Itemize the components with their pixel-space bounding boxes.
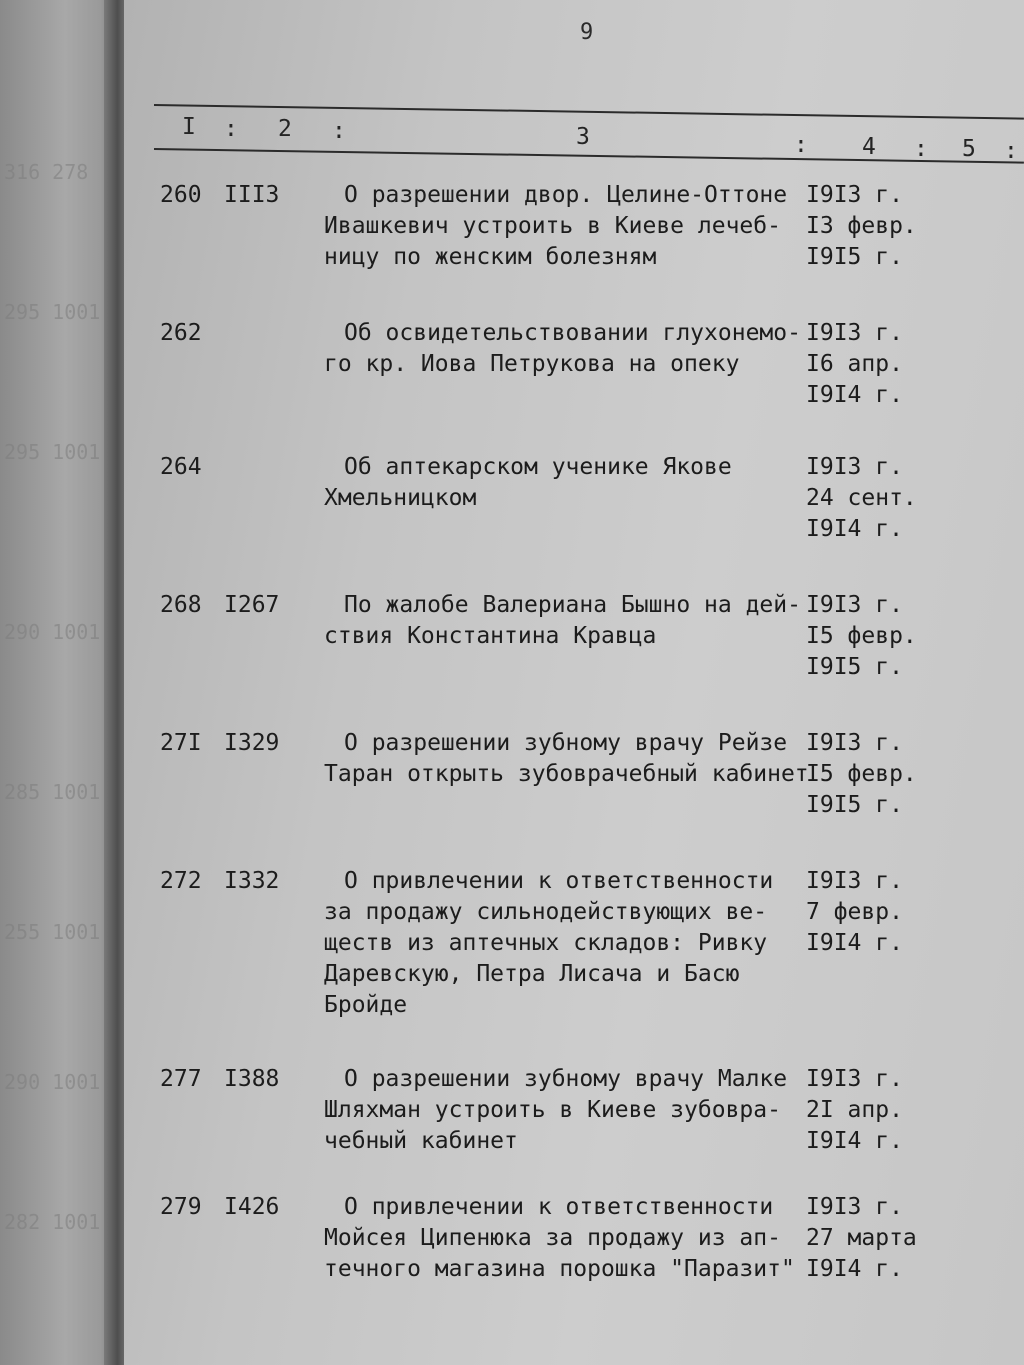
entry-date-line: 2I апр. [806,1097,903,1123]
entry-number: 262 [160,320,202,346]
entry-date-line: I9I4 г. [806,516,903,542]
entry-reference: I329 [224,730,280,756]
entry-dates [806,318,903,411]
entry-title-line: О привлечении к ответственности [344,868,774,894]
entry-dates [806,180,917,273]
entry-title-line: Шляхман устроить в Киеве зубовра- [324,1097,781,1123]
entry-title [324,180,787,273]
entry-date-line: I9I4 г. [806,1256,903,1282]
entry-date-line: I6 апр. [806,351,903,377]
previous-page-text: 295 1001 [4,440,101,464]
entry-title-line: Таран открыть зубоврачебный кабинет [324,761,809,787]
entry-number: 277 [160,1066,202,1092]
entry-title-line: Даревскую, Петра Лисача и Басю [324,961,740,987]
header-sep: : [332,118,346,144]
previous-page-text: 290 1001 [4,620,101,644]
entry-number: 272 [160,868,202,894]
header-sep: : [224,116,238,142]
entry-date-line: I9I5 г. [806,244,903,270]
entry-title-line: ницу по женским болезням [324,244,657,270]
entry-date-line: I9I4 г. [806,930,903,956]
entry-date-line: I9I3 г. [806,1194,903,1220]
entry-number: 279 [160,1194,202,1220]
page-number: 9 [580,20,594,45]
entry-title-line: О привлечении к ответственности [344,1194,774,1220]
entry-date-line: I5 февр. [806,623,917,649]
header-col3: 3 [576,124,590,150]
entry-dates [806,452,917,545]
entry-date-line: 7 февр. [806,899,903,925]
entry-date-line: I9I3 г. [806,730,903,756]
header-col4: 4 [862,134,876,160]
entry-date-line: I9I3 г. [806,592,903,618]
entry-title [324,866,773,1021]
entry-title [324,318,801,380]
entry-title-line: Об освидетельствовании глухонемо- [344,320,801,346]
header-sep: : [914,136,928,162]
entry-title [324,1192,795,1285]
entry-title-line: Об аптекарском ученике Якове [344,454,732,480]
entry-date-line: 24 сент. [806,485,917,511]
entry-date-line: I9I3 г. [806,868,903,894]
entry-dates [806,1192,917,1285]
entry-dates [806,866,903,959]
previous-page-text: 290 1001 [4,1070,101,1094]
entry-date-line: I5 февр. [806,761,917,787]
entry-title-line: По жалобе Валериана Бышно на дей- [344,592,801,618]
previous-page-text: 316 278 [4,160,89,184]
entry-date-line: I9I3 г. [806,320,903,346]
entry-title [324,728,809,790]
header-sep: : [1004,138,1018,164]
entry-date-line: I9I4 г. [806,382,903,408]
entry-title-line: го кр. Иова Петрукова на опеку [324,351,740,377]
entry-number: 268 [160,592,202,618]
entry-title [324,1064,787,1157]
entry-title-line: Хмельницком [324,485,477,511]
header-col2: 2 [278,116,292,142]
entry-title [324,590,801,652]
entry-reference: I388 [224,1066,280,1092]
previous-page-text: 255 1001 [4,920,101,944]
entry-date-line: I9I3 г. [806,1066,903,1092]
entry-title-line: Ивашкевич устроить в Киеве лечеб- [324,213,781,239]
entry-date-line: I9I5 г. [806,792,903,818]
entry-title-line: чебный кабинет [324,1128,518,1154]
entry-reference: I267 [224,592,280,618]
entry-dates [806,1064,903,1157]
entry-title-line: Мойсея Ципенюка за продажу из ап- [324,1225,781,1251]
entry-dates [806,590,917,683]
archive-inventory-page [124,0,1024,1365]
entry-date-line: I3 февр. [806,213,917,239]
entry-title-line: Бройде [324,992,408,1018]
previous-page-text: 285 1001 [4,780,101,804]
entry-title-line: за продажу сильнодействующих ве- [324,899,768,925]
entry-title-line: ствия Константина Кравца [324,623,657,649]
entry-title-line: О разрешении двор. Целине-Оттоне [344,182,788,208]
previous-page-text: 282 1001 [4,1210,101,1234]
entry-title [324,452,732,514]
header-sep: : [794,132,808,158]
entry-number: 264 [160,454,202,480]
entry-reference: I426 [224,1194,280,1220]
entry-date-line: 27 марта [806,1225,917,1251]
entry-date-line: I9I4 г. [806,1128,903,1154]
entry-date-line: I9I3 г. [806,182,903,208]
entry-reference: I332 [224,868,280,894]
entry-number: 27I [160,730,202,756]
entry-title-line: течного магазина порошка "Паразит" [324,1256,795,1282]
entry-dates [806,728,917,821]
previous-page-edge [0,0,118,1365]
table-header-bottom-rule [154,148,1024,164]
entry-date-line: I9I5 г. [806,654,903,680]
entry-date-line: I9I3 г. [806,454,903,480]
entry-reference: III3 [224,182,280,208]
previous-page-text: 295 1001 [4,300,101,324]
entry-title-line: О разрешении зубному врачу Малке [344,1066,788,1092]
entry-title-line: ществ из аптечных складов: Ривку [324,930,768,956]
header-col5: 5 [962,136,976,162]
entry-title-line: О разрешении зубному врачу Рейзе [344,730,788,756]
header-col1: I [182,114,196,140]
entry-number: 260 [160,182,202,208]
